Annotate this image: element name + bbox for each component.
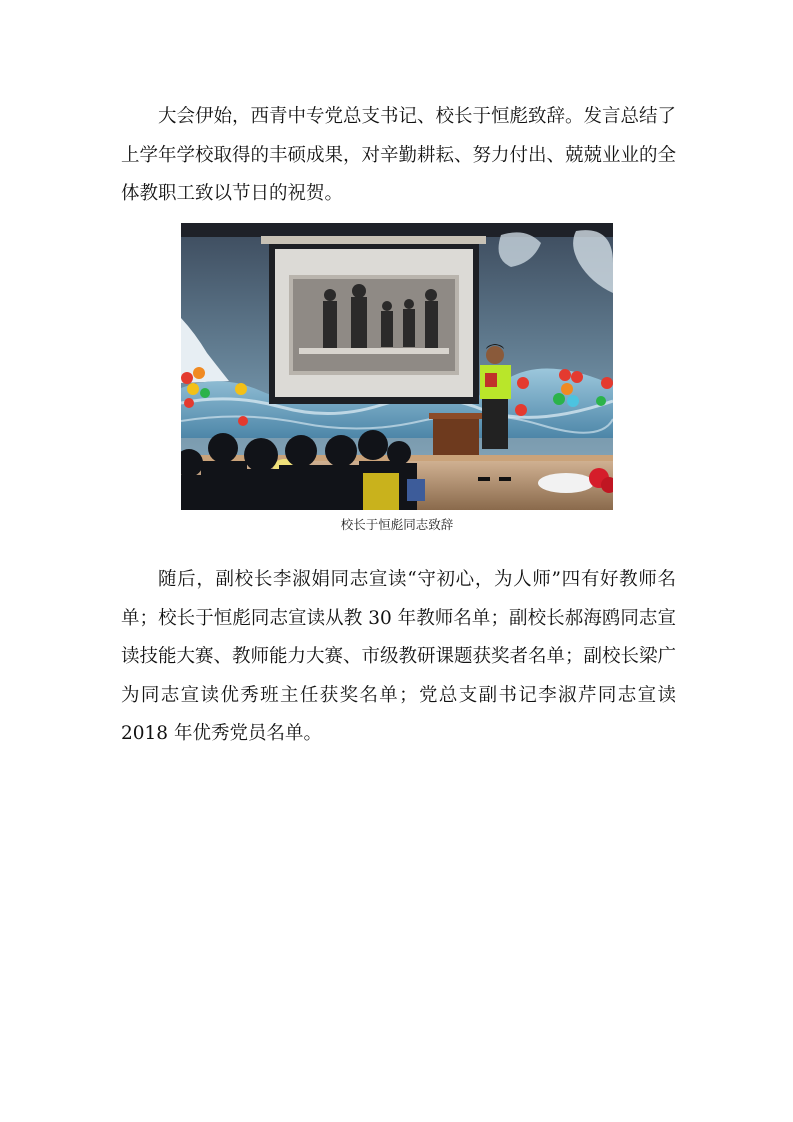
paragraph-announcements: 随后，副校长李淑娟同志宣读“守初心，为人师”四有好教师名单；校长于恒彪同志宣读从教 30 年教师名单；副校长郝海鸥同志宣读技能大赛、教师能力大赛、市级教研课题获奖者名单；副校长梁广为同志宣读优秀班主任获奖名单；党总支副书记李淑芹同志宣读 2018 年优秀党员名单。 — [121, 569, 677, 744]
paragraph-opening: 大会伊始，西青中专党总支书记、校长于恒彪致辞。发言总结了上学年学校取得的丰硕成果，对辛勤耕耘、努力付出、兢兢业业的全体教职工致以节日的祝贺。 — [121, 106, 677, 204]
photo-caption: 校长于恒彪同志致辞 — [340, 517, 454, 532]
speech-photo — [181, 223, 613, 510]
